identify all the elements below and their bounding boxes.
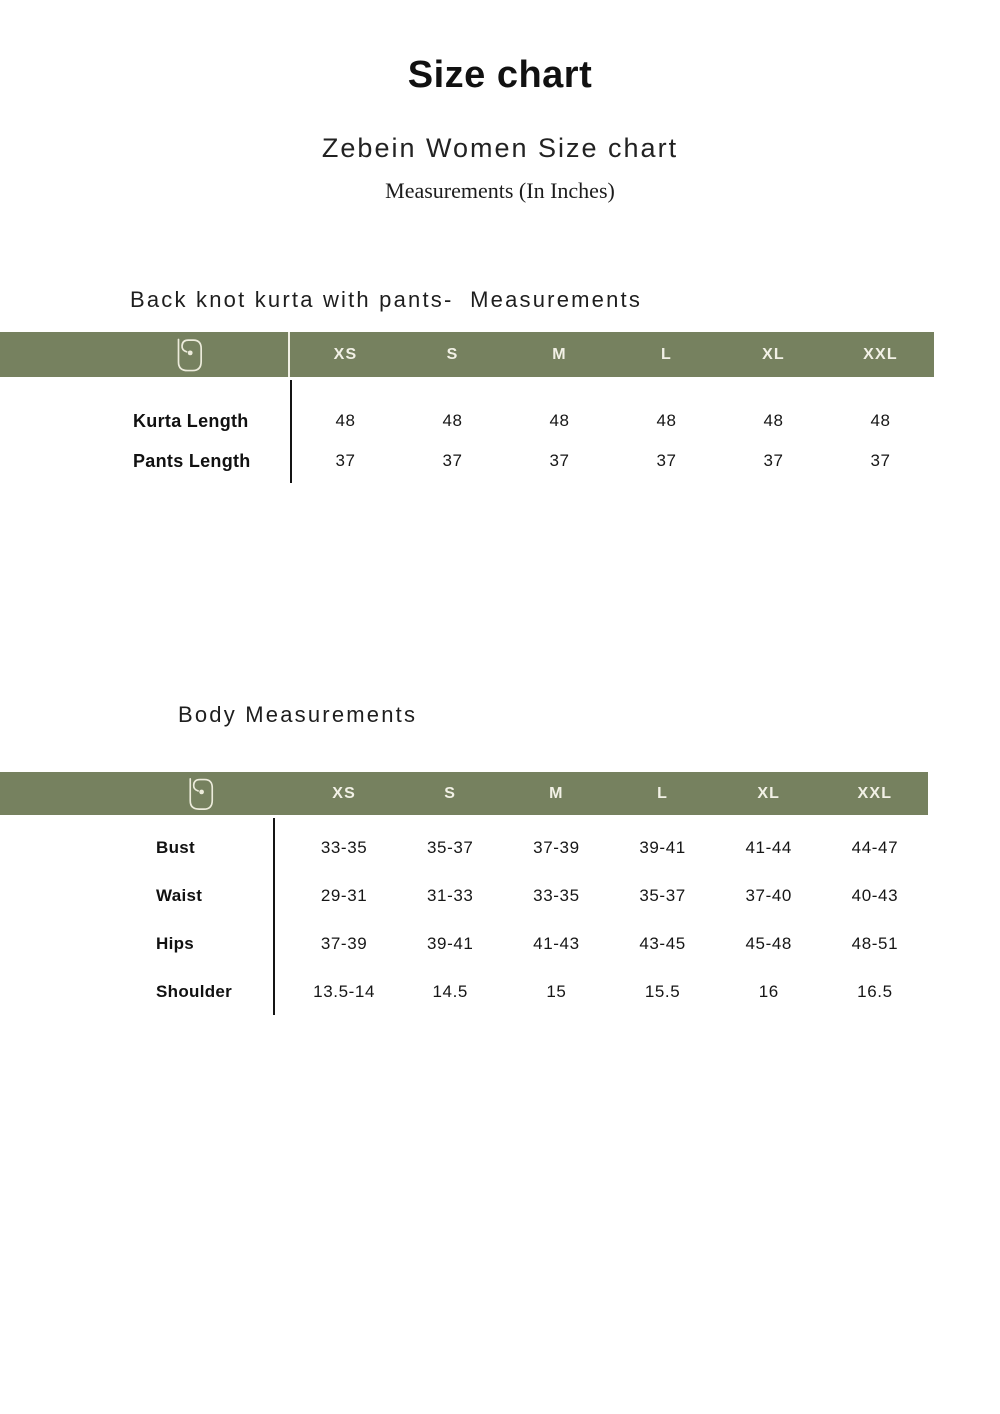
table-row-pants-length	[0, 441, 934, 481]
cell-value: 31-33	[427, 886, 474, 905]
column-header-l: L	[661, 345, 672, 363]
column-header-l: L	[657, 784, 669, 802]
row-label: Waist	[156, 886, 203, 905]
page-title: Size chart	[407, 54, 593, 96]
cell-value: 41-44	[745, 838, 792, 857]
table-row-hips	[0, 920, 928, 968]
label-column-divider	[273, 818, 275, 1015]
column-header-xxl: XXL	[863, 345, 898, 363]
cell-value: 48	[763, 411, 784, 430]
cell-value: 45-48	[745, 934, 792, 953]
cell-value: 16.5	[857, 982, 893, 1001]
row-label: Bust	[156, 838, 195, 857]
cell-value: 48	[442, 411, 463, 430]
cell-value: 29-31	[320, 886, 368, 905]
cell-value: 37	[335, 451, 356, 470]
cell-value: 13.5-14	[313, 982, 375, 1001]
column-header-xxl: XXL	[857, 784, 893, 802]
cell-value: 16	[758, 982, 779, 1001]
section-title-garment-measurements: Back knot kurta with pants- Measurements	[130, 287, 643, 312]
cell-value: 37	[763, 451, 784, 470]
body-table-body	[0, 815, 928, 1016]
cell-value: 35-37	[639, 886, 686, 905]
column-header-xs: XS	[333, 345, 358, 363]
cell-value: 43-45	[639, 934, 686, 953]
cell-value: 37	[549, 451, 570, 470]
brand-logo-icon	[182, 775, 215, 813]
column-header-s: S	[446, 345, 459, 363]
cell-value: 48-51	[851, 934, 899, 953]
cell-value: 37-40	[745, 886, 792, 905]
table-row-kurta-length	[0, 401, 934, 441]
brand-subtitle: Zebein Women Size chart	[321, 133, 679, 163]
cell-value: 40-43	[851, 886, 899, 905]
row-label: Kurta Length	[133, 410, 249, 431]
cell-value: 48	[335, 411, 356, 430]
cell-value: 48	[549, 411, 570, 430]
cell-value: 37	[442, 451, 463, 470]
cell-value: 44-47	[851, 838, 899, 857]
cell-value: 37	[870, 451, 891, 470]
cell-value: 37-39	[320, 934, 368, 953]
cell-value: 37-39	[533, 838, 580, 857]
cell-value: 14.5	[432, 982, 468, 1001]
column-header-xl: XL	[762, 345, 785, 363]
garment-table-header-bar	[0, 332, 934, 377]
cell-value: 33-35	[320, 838, 368, 857]
column-header-s: S	[444, 784, 457, 802]
row-label: Hips	[156, 934, 195, 953]
table-row-waist	[0, 872, 928, 920]
cell-value: 48	[656, 411, 677, 430]
units-note: Measurements (In Inches)	[385, 178, 615, 203]
column-header-xl: XL	[757, 784, 781, 802]
cell-value: 33-35	[533, 886, 580, 905]
row-label: Pants Length	[133, 450, 251, 471]
column-header-xs: XS	[332, 784, 356, 802]
cell-value: 41-43	[533, 934, 580, 953]
brand-logo-icon	[170, 335, 204, 375]
garment-table-body	[0, 377, 934, 481]
body-table-header-bar	[0, 772, 928, 815]
row-label: Shoulder	[156, 982, 233, 1001]
cell-value: 35-37	[427, 838, 474, 857]
section-title-body-measurements: Body Measurements	[178, 702, 418, 727]
cell-value: 15.5	[644, 982, 681, 1001]
table-row-bust	[0, 824, 928, 872]
cell-value: 39-41	[427, 934, 474, 953]
column-header-m: M	[552, 345, 567, 363]
cell-value: 37	[656, 451, 677, 470]
cell-value: 39-41	[639, 838, 686, 857]
header-bar-divider	[288, 332, 290, 377]
cell-value: 15	[546, 982, 567, 1001]
column-header-m: M	[549, 784, 564, 802]
table-row-shoulder	[0, 968, 928, 1016]
label-column-divider	[290, 380, 292, 483]
cell-value: 48	[870, 411, 891, 430]
